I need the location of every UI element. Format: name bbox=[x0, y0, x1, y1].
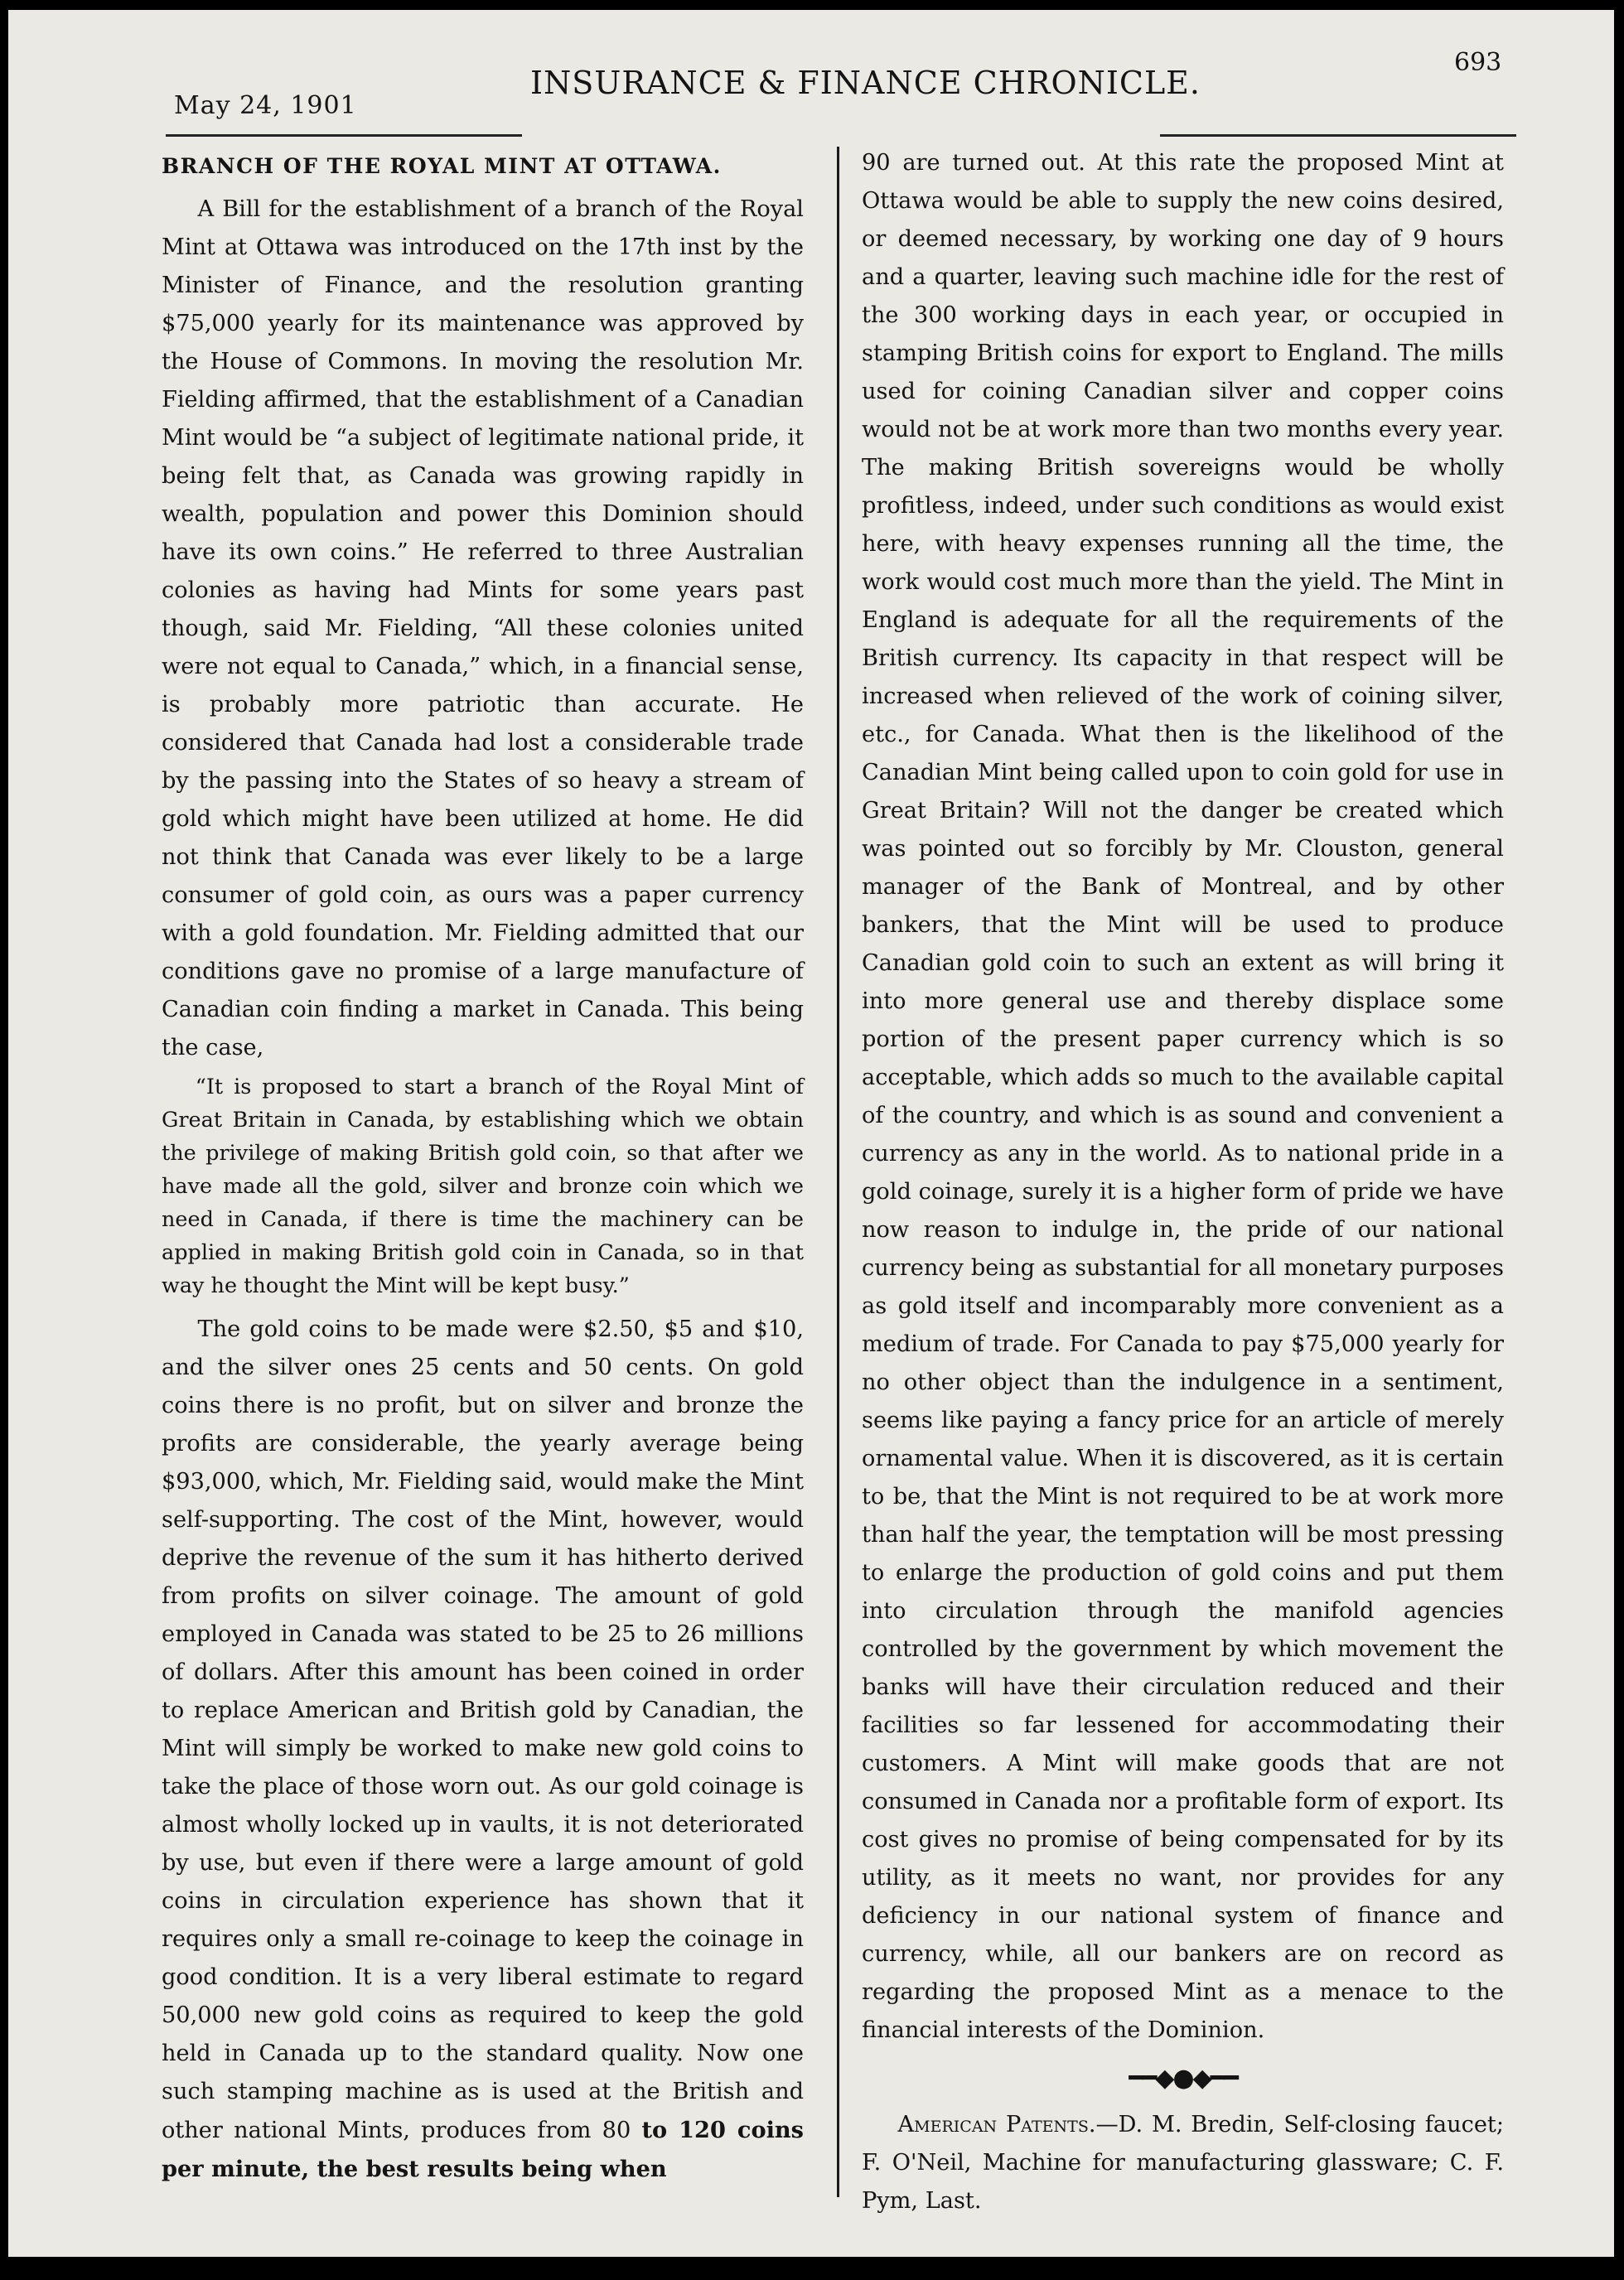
header-rule-left bbox=[166, 134, 522, 137]
column-divider bbox=[837, 147, 839, 2197]
patents-notice bbox=[862, 2106, 1504, 2220]
paragraph-text: The gold coins to be made were $2.50, $5 and $10, and the silver ones 25 cents and 50 cents. On gold coins there is no profit, but on silver and bronze the profits are considerable, the yearly average being $93,000, which, Mr. Fielding said, would make the Mint self-supporting. The cost of the Mint, however, would deprive the revenue of the sum it has hitherto derived from profits on silver coinage. The amount of gold employed in Canada was stated to be 25 to 26 millions of dollars. After this amount has been coined in order to replace American and British gold by Canadian, the Mint will simply be worked to make new gold coins to take the place of those worn out. As our gold coinage is almost wholly locked up in vaults, it is not deteriorated by use, but even if there were a large amount of gold coins in circulation experience has shown that it requires only a small re-coinage to keep the coinage in good condition. It is a very liberal estimate to regard 50,000 new gold coins as required to keep the gold held in Canada up to the standard quality. Now one such stamping machine as is used at the British and other national Mints, produces from 80 bbox=[162, 1316, 804, 2143]
article-paragraph bbox=[162, 1311, 804, 2189]
patents-lead: American Patents. bbox=[897, 2112, 1096, 2138]
right-column bbox=[862, 144, 1504, 2220]
article-paragraph: A Bill for the establishment of a branch of the Royal Mint at Ottawa was introduced on the 17th inst by the Minister of Finance, and the resolution granting $75,000 yearly for its maintenance was approved by the House of Commons. In moving the resolution Mr. Fielding affirmed, that the establishment of a Canadian Mint would be “a subject of legitimate national pride, it being felt that, as Canada was growing rapidly in wealth, population and power this Dominion should have its own coins.” He referred to three Australian colonies as having had Mints for some years past though, said Mr. Fielding, “All these colonies united were not equal to Canada,” which, in a financial sense, is probably more patriotic than accurate. He considered that Canada had lost a considerable trade by the passing into the States of so heavy a stream of gold which might have been utilized at home. He did not think that Canada was ever likely to be a large consumer of gold coin, as ours was a paper currency with a gold foundation. Mr. Fielding admitted that our conditions gave no promise of a large manufacture of Canadian coin finding a market in Canada. This being the case, bbox=[162, 196, 804, 1060]
page-number: 693 bbox=[1454, 48, 1502, 77]
newspaper-page bbox=[8, 10, 1614, 2257]
page-header bbox=[8, 10, 1614, 134]
issue-date: May 24, 1901 bbox=[174, 91, 357, 120]
section-ornament: ━━◆●◆━━ bbox=[1129, 2064, 1237, 2093]
left-column bbox=[162, 144, 804, 2189]
patents-text: —D. M. Bredin, Self-closing faucet; F. O'Neil, Machine for manufacturing glassware; C. F. Pym, Last. bbox=[862, 2112, 1504, 2214]
article-heading: BRANCH OF THE ROYAL MINT AT OTTAWA. bbox=[162, 154, 722, 178]
publication-title: INSURANCE & FINANCE CHRONICLE. bbox=[530, 65, 1201, 101]
paragraph-bold-tail: to 120 coins per minute, the best results being when bbox=[162, 2117, 804, 2182]
header-rule-right bbox=[1160, 134, 1516, 137]
article-paragraph: 90 are turned out. At this rate the proposed Mint at Ottawa would be able to supply the new coins desired, or deemed necessary, by working one day of 9 hours and a quarter, leaving such machine idle for the rest of the 300 working days in each year, or occupied in stamping British coins for export to England. The mills used for coining Canadian silver and copper coins would not be at work more than two months every year. The making British sovereigns would be wholly profitless, indeed, under such conditions as would exist here, with heavy expenses running all the time, the work would cost much more than the yield. The Mint in England is adequate for all the requirements of the British currency. Its capacity in that respect will be increased when relieved of the work of coining silver, etc., for Canada. What then is the likelihood of the Canadian Mint being called upon to coin gold for use in Great Britain? Will not the danger be created which was pointed out so forcibly by Mr. Clouston, general manager of the Bank of Montreal, and by other bankers, that the Mint will be used to produce Canadian gold coin to such an extent as will bring it into more general use and thereby displace some portion of the present paper currency which is so acceptable, which adds so much to the available capital of the country, and which is as sound and convenient a currency as any in the world. As to national pride in a gold coinage, surely it is a higher form of pride we have now reason to indulge in, the pride of our national currency being as substantial for all monetary purposes as gold itself and incomparably more convenient as a medium of trade. For Canada to pay $75,000 yearly for no other object than the indulgence in a sentiment, seems like paying a fancy price for an article of merely ornamental value. When it is discovered, as it is certain to be, that the Mint is not required to be at work more than half the year, the temptation will be most pressing to enlarge the production of gold coins and put them into circulation through the manifold agencies controlled by the government by which movement the banks will have their circulation reduced and their facilities so far lessened for accommodating their customers. A Mint will make goods that are not consumed in Canada nor a profitable form of export. Its cost gives no promise of being compensated for by its utility, as it meets no want, nor provides for any deficiency in our national system of finance and currency, while, all our bankers are on record as regarding the proposed Mint as a menace to the financial interests of the Dominion. bbox=[862, 150, 1504, 2043]
article-quote: “It is proposed to start a branch of the Royal Mint of Great Britain in Canada, by establishing which we obtain the privilege of making British gold coin, so that after we have made all the gold, silver and bronze coin which we need in Canada, if there is time the machinery can be applied in making British gold coin in Canada, so in that way he thought the Mint will be kept busy.” bbox=[162, 1075, 804, 1298]
